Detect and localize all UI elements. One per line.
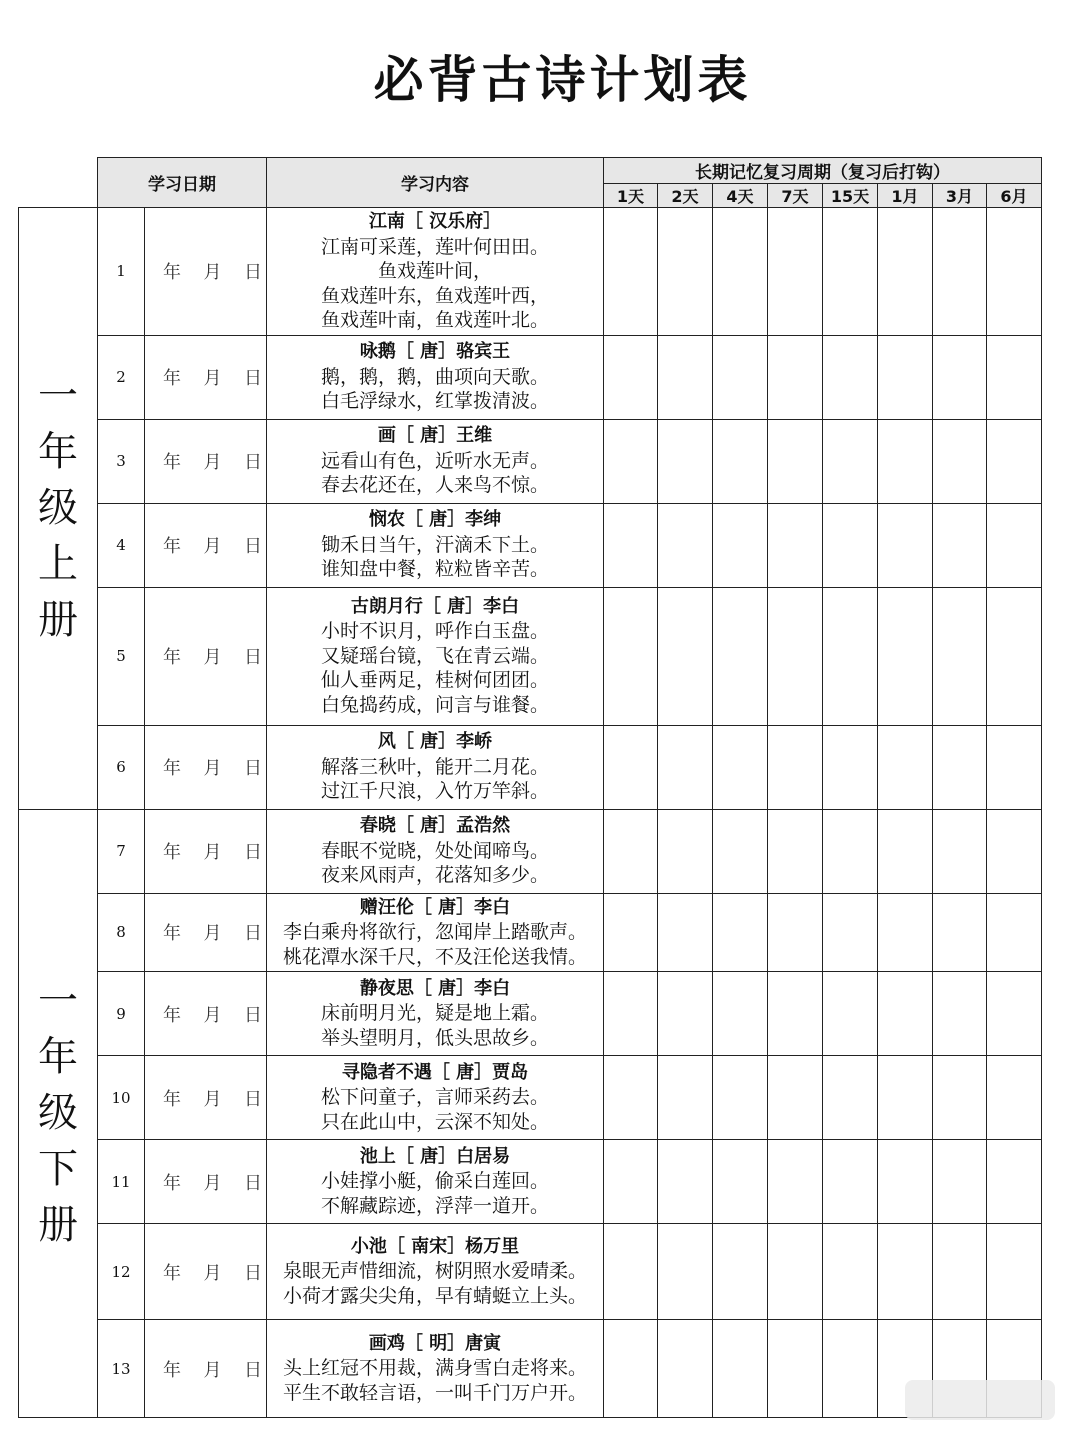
header-interval: 7天	[768, 184, 823, 208]
poem-line: 白兔捣药成，问言与谁餐。	[320, 693, 549, 716]
review-checkbox-cell[interactable]	[713, 809, 768, 893]
review-checkbox-cell[interactable]	[768, 208, 823, 336]
review-checkbox-cell[interactable]	[933, 809, 987, 893]
date-day-label: 日	[244, 1088, 262, 1110]
review-checkbox-cell[interactable]	[823, 809, 878, 893]
date-month-label: 月	[203, 452, 222, 473]
review-checkbox-cell[interactable]	[878, 1140, 933, 1224]
review-checkbox-cell[interactable]	[823, 503, 878, 587]
section-label-char: 年	[38, 429, 78, 476]
review-checkbox-cell[interactable]	[713, 335, 768, 419]
review-checkbox-cell[interactable]	[713, 893, 768, 972]
review-checkbox-cell[interactable]	[713, 1320, 768, 1418]
date-month-label: 月	[203, 647, 222, 668]
section-label	[19, 208, 98, 810]
date-year-label: 年	[163, 758, 181, 779]
review-checkbox-cell[interactable]	[604, 335, 658, 419]
header-interval: 3月	[933, 184, 987, 208]
review-checkbox-cell[interactable]	[768, 1320, 823, 1418]
review-checkbox-cell[interactable]	[713, 419, 768, 503]
section-label	[19, 809, 98, 1418]
poem-content	[267, 587, 604, 725]
review-checkbox-cell[interactable]	[604, 503, 658, 587]
poem-number: 13	[98, 1320, 145, 1418]
review-checkbox-cell[interactable]	[658, 503, 713, 587]
poem-line: 鱼戏莲叶南，鱼戏莲叶北。	[320, 309, 549, 331]
poem-row	[19, 1224, 1042, 1320]
header-interval: 2天	[658, 184, 713, 208]
review-checkbox-cell[interactable]	[878, 725, 933, 809]
review-checkbox-cell[interactable]	[604, 419, 658, 503]
review-checkbox-cell[interactable]	[713, 587, 768, 725]
review-checkbox-cell[interactable]	[768, 1056, 823, 1140]
section-label-char: 一	[38, 978, 78, 1025]
poem-title: 春晓［ 唐］孟浩然	[359, 815, 511, 837]
review-checkbox-cell[interactable]	[987, 335, 1042, 419]
review-checkbox-cell[interactable]	[713, 208, 768, 336]
poem-number: 12	[98, 1224, 145, 1320]
header-date: 学习日期	[98, 158, 267, 208]
poem-title: 古朗月行［ 唐］李白	[350, 595, 520, 617]
review-checkbox-cell[interactable]	[987, 809, 1042, 893]
poem-title: 静夜思［ 唐］李白	[359, 977, 511, 999]
review-checkbox-cell[interactable]	[933, 893, 987, 972]
review-checkbox-cell[interactable]	[768, 893, 823, 972]
review-checkbox-cell[interactable]	[987, 1224, 1042, 1320]
poem-content	[267, 335, 604, 419]
review-checkbox-cell[interactable]	[604, 725, 658, 809]
poem-line: 头上红冠不用裁，满身雪白走将来。	[282, 1357, 587, 1380]
poem-title: 小池［ 南宋］杨万里	[350, 1235, 520, 1257]
review-checkbox-cell[interactable]	[933, 1056, 987, 1140]
review-checkbox-cell[interactable]	[933, 208, 987, 336]
header-interval: 1月	[878, 184, 933, 208]
date-month-label: 月	[203, 262, 222, 284]
section-label-char: 一	[38, 373, 78, 420]
review-checkbox-cell[interactable]	[768, 725, 823, 809]
date-month-label: 月	[203, 1004, 222, 1026]
poem-title: 寻隐者不遇［ 唐］贾岛	[341, 1061, 529, 1083]
review-checkbox-cell[interactable]	[987, 1140, 1042, 1224]
poem-number: 9	[98, 972, 145, 1056]
poem-number: 2	[98, 335, 145, 419]
review-checkbox-cell[interactable]	[658, 893, 713, 972]
date-year-label: 年	[163, 1004, 181, 1026]
review-checkbox-cell[interactable]	[713, 972, 768, 1056]
review-checkbox-cell[interactable]	[987, 503, 1042, 587]
poem-line: 桃花潭水深千尺，不及汪伦送我情。	[282, 945, 587, 968]
poem-line: 鱼戏莲叶间，	[377, 260, 492, 282]
section-label-char: 册	[38, 597, 78, 644]
review-checkbox-cell[interactable]	[823, 335, 878, 419]
date-year-label: 年	[163, 1359, 181, 1381]
study-date-field[interactable]	[145, 419, 267, 503]
poem-row	[19, 587, 1042, 725]
poem-row	[19, 419, 1042, 503]
review-checkbox-cell[interactable]	[658, 208, 713, 336]
date-day-label: 日	[244, 452, 262, 473]
date-year-label: 年	[163, 842, 181, 863]
date-day-label: 日	[244, 647, 262, 668]
section-label-char: 级	[38, 485, 78, 532]
review-checkbox-cell[interactable]	[604, 208, 658, 336]
date-day-label: 日	[244, 923, 262, 945]
poem-content	[267, 503, 604, 587]
review-checkbox-cell[interactable]	[604, 587, 658, 725]
date-day-label: 日	[244, 1004, 262, 1026]
review-checkbox-cell[interactable]	[823, 1056, 878, 1140]
poem-title: 江南［ 汉乐府］	[368, 211, 502, 232]
poem-row	[19, 1140, 1042, 1224]
poem-line: 只在此山中，云深不知处。	[320, 1110, 549, 1133]
review-checkbox-cell[interactable]	[878, 1224, 933, 1320]
section-label-char: 级	[38, 1090, 78, 1137]
review-checkbox-cell[interactable]	[878, 335, 933, 419]
poem-content	[267, 1140, 604, 1224]
poem-line: 李白乘舟将欲行，忽闻岸上踏歌声。	[282, 921, 587, 943]
review-checkbox-cell[interactable]	[604, 809, 658, 893]
review-checkbox-cell[interactable]	[768, 335, 823, 419]
poem-line: 鹅，鹅，鹅，曲项向天歌。	[320, 365, 549, 388]
poem-number: 11	[98, 1140, 145, 1224]
review-checkbox-cell[interactable]	[604, 1224, 658, 1320]
poem-row	[19, 725, 1042, 809]
review-checkbox-cell[interactable]	[658, 587, 713, 725]
poem-line: 仙人垂两足，桂树何团团。	[320, 669, 549, 692]
review-checkbox-cell[interactable]	[768, 587, 823, 725]
review-checkbox-cell[interactable]	[987, 972, 1042, 1056]
study-date-field[interactable]	[145, 1140, 267, 1224]
date-day-label: 日	[244, 758, 262, 779]
study-date-field[interactable]	[145, 1320, 267, 1418]
poem-line: 泉眼无声惜细流，树阴照水爱晴柔。	[282, 1260, 587, 1283]
poem-line: 过江千尺浪，入竹万竿斜。	[320, 780, 549, 803]
date-year-label: 年	[163, 368, 181, 389]
review-checkbox-cell[interactable]	[987, 419, 1042, 503]
poem-line: 小荷才露尖尖角，早有蜻蜓立上头。	[282, 1284, 587, 1307]
poem-line: 江南可采莲，莲叶何田田。	[320, 235, 549, 258]
poem-row	[19, 1320, 1042, 1418]
review-checkbox-cell[interactable]	[933, 1224, 987, 1320]
section-label-char: 年	[38, 1034, 78, 1081]
poem-number: 4	[98, 503, 145, 587]
poem-row	[19, 893, 1042, 972]
poem-title: 咏鹅［ 唐］骆宾王	[359, 341, 511, 363]
review-checkbox-cell[interactable]	[604, 1140, 658, 1224]
study-date-field[interactable]	[145, 972, 267, 1056]
review-checkbox-cell[interactable]	[768, 972, 823, 1056]
section-header-blank	[19, 158, 98, 208]
review-checkbox-cell[interactable]	[823, 893, 878, 972]
poem-title: 赠汪伦［ 唐］李白	[359, 896, 511, 918]
review-checkbox-cell[interactable]	[823, 419, 878, 503]
review-checkbox-cell[interactable]	[658, 972, 713, 1056]
watermark	[905, 1380, 1055, 1420]
poem-number: 10	[98, 1056, 145, 1140]
date-month-label: 月	[203, 368, 222, 389]
poem-number: 1	[98, 208, 145, 336]
review-checkbox-cell[interactable]	[823, 587, 878, 725]
review-checkbox-cell[interactable]	[604, 972, 658, 1056]
review-checkbox-cell[interactable]	[823, 1224, 878, 1320]
header-interval: 4天	[713, 184, 768, 208]
review-checkbox-cell[interactable]	[823, 1320, 878, 1418]
date-day-label: 日	[244, 1262, 262, 1284]
poem-line: 小娃撑小艇，偷采白莲回。	[320, 1170, 549, 1193]
poem-row	[19, 972, 1042, 1056]
review-checkbox-cell[interactable]	[878, 972, 933, 1056]
review-checkbox-cell[interactable]	[878, 809, 933, 893]
poem-content	[267, 972, 604, 1056]
date-year-label: 年	[163, 1262, 181, 1284]
poem-row	[19, 208, 1042, 336]
date-month-label: 月	[203, 1172, 222, 1194]
review-checkbox-cell[interactable]	[878, 208, 933, 336]
poem-title: 画鸡［ 明］唐寅	[368, 1332, 502, 1354]
review-checkbox-cell[interactable]	[933, 335, 987, 419]
poem-line: 鱼戏莲叶东，鱼戏莲叶西，	[320, 284, 549, 307]
section-label-char: 册	[38, 1202, 78, 1249]
study-date-field[interactable]	[145, 503, 267, 587]
review-checkbox-cell[interactable]	[768, 1140, 823, 1224]
date-year-label: 年	[163, 647, 181, 668]
poem-row	[19, 1056, 1042, 1140]
header-interval: 15天	[823, 184, 878, 208]
review-checkbox-cell[interactable]	[933, 419, 987, 503]
study-date-field[interactable]	[145, 1056, 267, 1140]
poem-content	[267, 208, 604, 336]
review-checkbox-cell[interactable]	[823, 208, 878, 336]
date-day-label: 日	[244, 1359, 262, 1381]
review-checkbox-cell[interactable]	[768, 809, 823, 893]
review-checkbox-cell[interactable]	[933, 972, 987, 1056]
date-month-label: 月	[203, 842, 222, 863]
date-day-label: 日	[244, 368, 262, 389]
review-checkbox-cell[interactable]	[933, 503, 987, 587]
date-month-label: 月	[203, 1262, 222, 1284]
review-checkbox-cell[interactable]	[658, 1224, 713, 1320]
date-month-label: 月	[203, 923, 222, 945]
review-checkbox-cell[interactable]	[878, 503, 933, 587]
study-date-field[interactable]	[145, 587, 267, 725]
date-year-label: 年	[163, 923, 181, 945]
poem-content	[267, 893, 604, 972]
poem-line: 夜来风雨声，花落知多少。	[320, 864, 549, 887]
study-date-field[interactable]	[145, 335, 267, 419]
poem-line: 床前明月光，疑是地上霜。	[320, 1002, 549, 1025]
poem-number: 3	[98, 419, 145, 503]
review-checkbox-cell[interactable]	[713, 1224, 768, 1320]
review-checkbox-cell[interactable]	[713, 503, 768, 587]
poem-number: 5	[98, 587, 145, 725]
poem-title: 悯农［ 唐］李绅	[368, 509, 502, 531]
review-checkbox-cell[interactable]	[933, 725, 987, 809]
date-year-label: 年	[163, 452, 181, 473]
review-checkbox-cell[interactable]	[933, 587, 987, 725]
date-month-label: 月	[203, 758, 222, 779]
poem-line: 又疑瑶台镜，飞在青云端。	[320, 644, 549, 667]
header-content: 学习内容	[267, 158, 604, 208]
poem-row	[19, 335, 1042, 419]
review-checkbox-cell[interactable]	[658, 1056, 713, 1140]
poem-line: 春眠不觉晓，处处闻啼鸟。	[320, 839, 549, 862]
poem-title: 池上［ 唐］白居易	[359, 1145, 511, 1167]
poem-row	[19, 809, 1042, 893]
poem-line: 平生不敢轻言语，一叫千门万户开。	[282, 1381, 587, 1404]
poem-row	[19, 503, 1042, 587]
poem-number: 7	[98, 809, 145, 893]
poem-line: 锄禾日当午，汗滴禾下土。	[320, 533, 549, 556]
review-checkbox-cell[interactable]	[768, 503, 823, 587]
date-year-label: 年	[163, 262, 181, 284]
review-checkbox-cell[interactable]	[823, 972, 878, 1056]
poem-line: 不解藏踪迹，浮萍一道开。	[320, 1194, 549, 1217]
study-date-field[interactable]	[145, 809, 267, 893]
poem-line: 举头望明月，低头思故乡。	[320, 1026, 549, 1049]
review-checkbox-cell[interactable]	[604, 893, 658, 972]
review-checkbox-cell[interactable]	[987, 587, 1042, 725]
date-day-label: 日	[244, 536, 262, 557]
study-date-field[interactable]	[145, 208, 267, 336]
review-checkbox-cell[interactable]	[658, 809, 713, 893]
section-label-char: 下	[38, 1146, 78, 1193]
review-checkbox-cell[interactable]	[987, 1056, 1042, 1140]
poem-line: 松下问童子，言师采药去。	[320, 1086, 549, 1109]
review-checkbox-cell[interactable]	[658, 1140, 713, 1224]
poem-line: 远看山有色，近听水无声。	[320, 449, 549, 472]
review-checkbox-cell[interactable]	[658, 335, 713, 419]
review-checkbox-cell[interactable]	[713, 1056, 768, 1140]
poem-content	[267, 809, 604, 893]
section-label-char: 上	[38, 541, 78, 588]
date-day-label: 日	[244, 1172, 262, 1194]
review-checkbox-cell[interactable]	[823, 725, 878, 809]
date-year-label: 年	[163, 1172, 181, 1194]
date-year-label: 年	[163, 1088, 181, 1110]
review-checkbox-cell[interactable]	[658, 419, 713, 503]
review-checkbox-cell[interactable]	[878, 893, 933, 972]
study-plan-table	[18, 157, 1042, 1418]
review-checkbox-cell[interactable]	[878, 419, 933, 503]
header-review: 长期记忆复习周期（复习后打钩）	[604, 158, 1042, 184]
date-day-label: 日	[244, 262, 262, 284]
date-day-label: 日	[244, 842, 262, 863]
review-checkbox-cell[interactable]	[987, 893, 1042, 972]
poem-line: 解落三秋叶，能开二月花。	[320, 755, 549, 778]
date-month-label: 月	[203, 1088, 222, 1110]
study-date-field[interactable]	[145, 725, 267, 809]
review-checkbox-cell[interactable]	[604, 1320, 658, 1418]
poem-number: 6	[98, 725, 145, 809]
poem-title: 风［ 唐］李峤	[377, 731, 493, 753]
review-checkbox-cell[interactable]	[658, 725, 713, 809]
study-date-field[interactable]	[145, 1224, 267, 1320]
header-interval: 6月	[987, 184, 1042, 208]
review-checkbox-cell[interactable]	[768, 419, 823, 503]
review-checkbox-cell[interactable]	[987, 208, 1042, 336]
poem-content	[267, 419, 604, 503]
review-checkbox-cell[interactable]	[713, 725, 768, 809]
poem-line: 白毛浮绿水，红掌拨清波。	[320, 390, 549, 413]
page-title: 必背古诗计划表	[373, 51, 752, 109]
poem-line: 谁知盘中餐，粒粒皆辛苦。	[320, 558, 549, 581]
review-checkbox-cell[interactable]	[933, 1140, 987, 1224]
header-interval: 1天	[604, 184, 658, 208]
poem-content	[267, 725, 604, 809]
review-checkbox-cell[interactable]	[823, 1140, 878, 1224]
poem-line: 小时不识月，呼作白玉盘。	[320, 620, 549, 643]
date-month-label: 月	[203, 1359, 222, 1381]
study-date-field[interactable]	[145, 893, 267, 972]
poem-line: 春去花还在，人来鸟不惊。	[320, 474, 549, 497]
review-checkbox-cell[interactable]	[658, 1320, 713, 1418]
review-checkbox-cell[interactable]	[878, 587, 933, 725]
review-checkbox-cell[interactable]	[768, 1224, 823, 1320]
review-checkbox-cell[interactable]	[878, 1056, 933, 1140]
poem-content	[267, 1320, 604, 1418]
date-month-label: 月	[203, 536, 222, 557]
review-checkbox-cell[interactable]	[987, 725, 1042, 809]
date-year-label: 年	[163, 536, 181, 557]
poem-content	[267, 1224, 604, 1320]
review-checkbox-cell[interactable]	[713, 1140, 768, 1224]
poem-title: 画［ 唐］王维	[377, 425, 493, 447]
review-checkbox-cell[interactable]	[604, 1056, 658, 1140]
poem-content	[267, 1056, 604, 1140]
poem-number: 8	[98, 893, 145, 972]
